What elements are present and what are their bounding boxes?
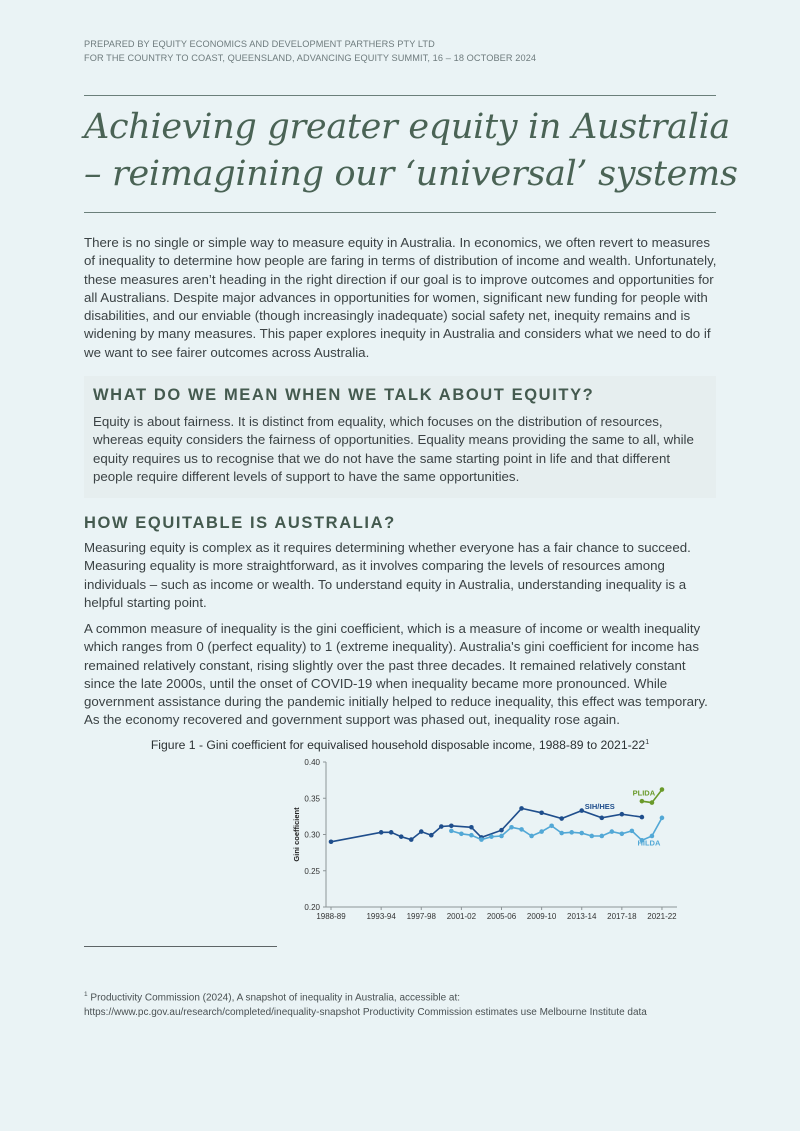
data-point [640,815,645,820]
data-point [599,816,604,821]
data-point [599,834,604,839]
section-paragraph-2: A common measure of inequality is the gini coefficient, which is a measure of income or wealth inequality which ranges from 0 (perfect equality) to 1 (extreme inequality). Australia's gini coefficient for income has remained relatively constant, rising slightly over the past three decades. It remained relatively constant since the late 2000s, until the onset of COVID-19 when inequality became more pronounced. While government assistance during the pandemic initially helped to reduce inequality, this effect was temporary. As the economy recovered and government support was phased out, inequality rose again. [84,621,708,728]
data-point [409,837,414,842]
series-label: SIH/HES [584,801,615,811]
x-tick-label: 2013-14 [567,912,597,921]
data-point [519,827,524,832]
prepared-line-1: PREPARED BY EQUITY ECONOMICS AND DEVELOPMENT PARTHERS PTY LTD [84,39,435,49]
chart-labels [585,789,661,848]
series-label: PLIDA [632,788,656,798]
data-point [469,833,474,838]
gini-coefficient-chart [204,752,694,927]
footnote-ref: 1 [84,991,88,998]
x-tick-label: 2017-18 [607,912,637,921]
y-tick-label: 0.25 [304,866,320,876]
data-point [419,829,424,834]
data-point [489,834,494,839]
callout-body: Equity is about fairness. It is distinct from equality, which focuses on the distribution of resources, whereas equity considers the fairness of opportunities. Equality means providing the same to all, while equity requires us to recognise that we do not have the same starting point in life and that different people require different levels of support to have the same opportunities. [93,414,694,484]
footnote-line-2: https://www.pc.gov.au/research/completed/inequality-snapshot Productivity Commission estimates use Melbourne Institute data [84,1006,647,1018]
data-point [439,824,444,829]
y-tick-label: 0.30 [304,830,320,840]
series-label: HILDA [637,838,661,848]
footnote-rule [84,946,277,947]
x-tick-label: 2009-10 [526,912,557,921]
data-point [399,834,404,839]
title-line-1: Achieving greater equity in Australia [84,107,730,147]
data-point [549,824,554,829]
callout-heading: WHAT DO WE MEAN WHEN WE TALK ABOUT EQUITY? [93,386,595,404]
x-tick-label: 2005-06 [486,912,517,921]
x-tick-label: 2001-02 [446,912,477,921]
y-tick-label: 0.35 [304,794,320,804]
x-tick-label: 2021-22 [647,912,677,921]
data-point [529,834,534,839]
data-point [449,824,454,829]
data-point [509,825,514,830]
y-tick-label: 0.20 [304,903,320,912]
figure-caption [84,738,716,752]
figure-caption-ref: 1 [645,738,650,746]
data-point [539,810,544,815]
data-point [389,830,394,835]
page-title [84,104,738,198]
x-tick-label: 1988-89 [316,912,346,921]
data-point [519,806,524,811]
prepared-line-2: FOR THE COUNTRY TO COAST, QUEENSLAND, ADVANCING EQUITY SUMMIT, 16 – 18 OCTOBER 2024 [84,52,537,63]
data-point [589,834,594,839]
prepared-by-note [84,38,536,65]
x-tick-label: 1997-98 [406,912,436,921]
intro-paragraph: There is no single or simple way to measure equity in Australia. In economics, we often revert to measures of inequality to determine how people are faring in terms of distribution of income and wealth. Unfortunately, these measures aren’t heading in the right direction if our goal is to improve outcomes and opportunities for all Australians. Despite major advances in opportunities for women, significant new funding for people with disabilities, and our enviable (though increasingly inadequate) social safety net, inequity remains and is widening by many measures. This paper explores inequity in Australia and considers what we need to do if we want to see fairer outcomes across Australia. [84,235,717,360]
data-point [449,829,454,834]
data-point [539,829,544,834]
figure-caption-text: Figure 1 - Gini coefficient for equivalised household disposable income, 1988-89 to 2021-22 [150,738,646,752]
title-line-2: – reimagining our ‘universal’ systems [84,154,738,194]
title-bottom-rule [84,212,716,213]
data-point [499,834,504,839]
x-tick-label: 1993-94 [366,912,396,921]
data-point [569,830,574,835]
equity-definition-callout [84,376,716,498]
chart-series [329,787,665,844]
data-point [379,830,384,835]
data-point [579,831,584,836]
data-point [640,799,645,804]
title-top-rule [84,95,716,96]
y-tick-label: 0.40 [304,758,320,767]
data-point [650,834,655,839]
data-point [429,833,434,838]
data-point [650,800,655,805]
data-point [329,839,334,844]
data-point [660,816,665,821]
data-point [620,831,625,836]
data-point [630,829,635,834]
data-point [610,829,615,834]
data-point [459,831,464,836]
section-heading: HOW EQUITABLE IS AUSTRALIA? [84,514,396,532]
y-axis-title: Gini coefficient [292,807,301,862]
data-point [469,825,474,830]
section-paragraph-1: Measuring equity is complex as it requires determining whether everyone has a fair chance to succeed. Measuring equality is more straightforward, as it involves comparing the levels of resources among individuals – such as income or wealth. To understand equity in Australia, understanding inequality is a helpful starting point. [84,540,691,610]
data-point [660,787,665,792]
data-point [559,816,564,821]
data-point [479,837,484,842]
data-point [579,808,584,813]
footnote [84,988,724,1020]
data-point [499,828,504,833]
data-point [559,831,564,836]
footnote-line-1: Productivity Commission (2024), A snapshot of inequality in Australia, accessible at: [90,992,461,1004]
data-point [620,812,625,817]
